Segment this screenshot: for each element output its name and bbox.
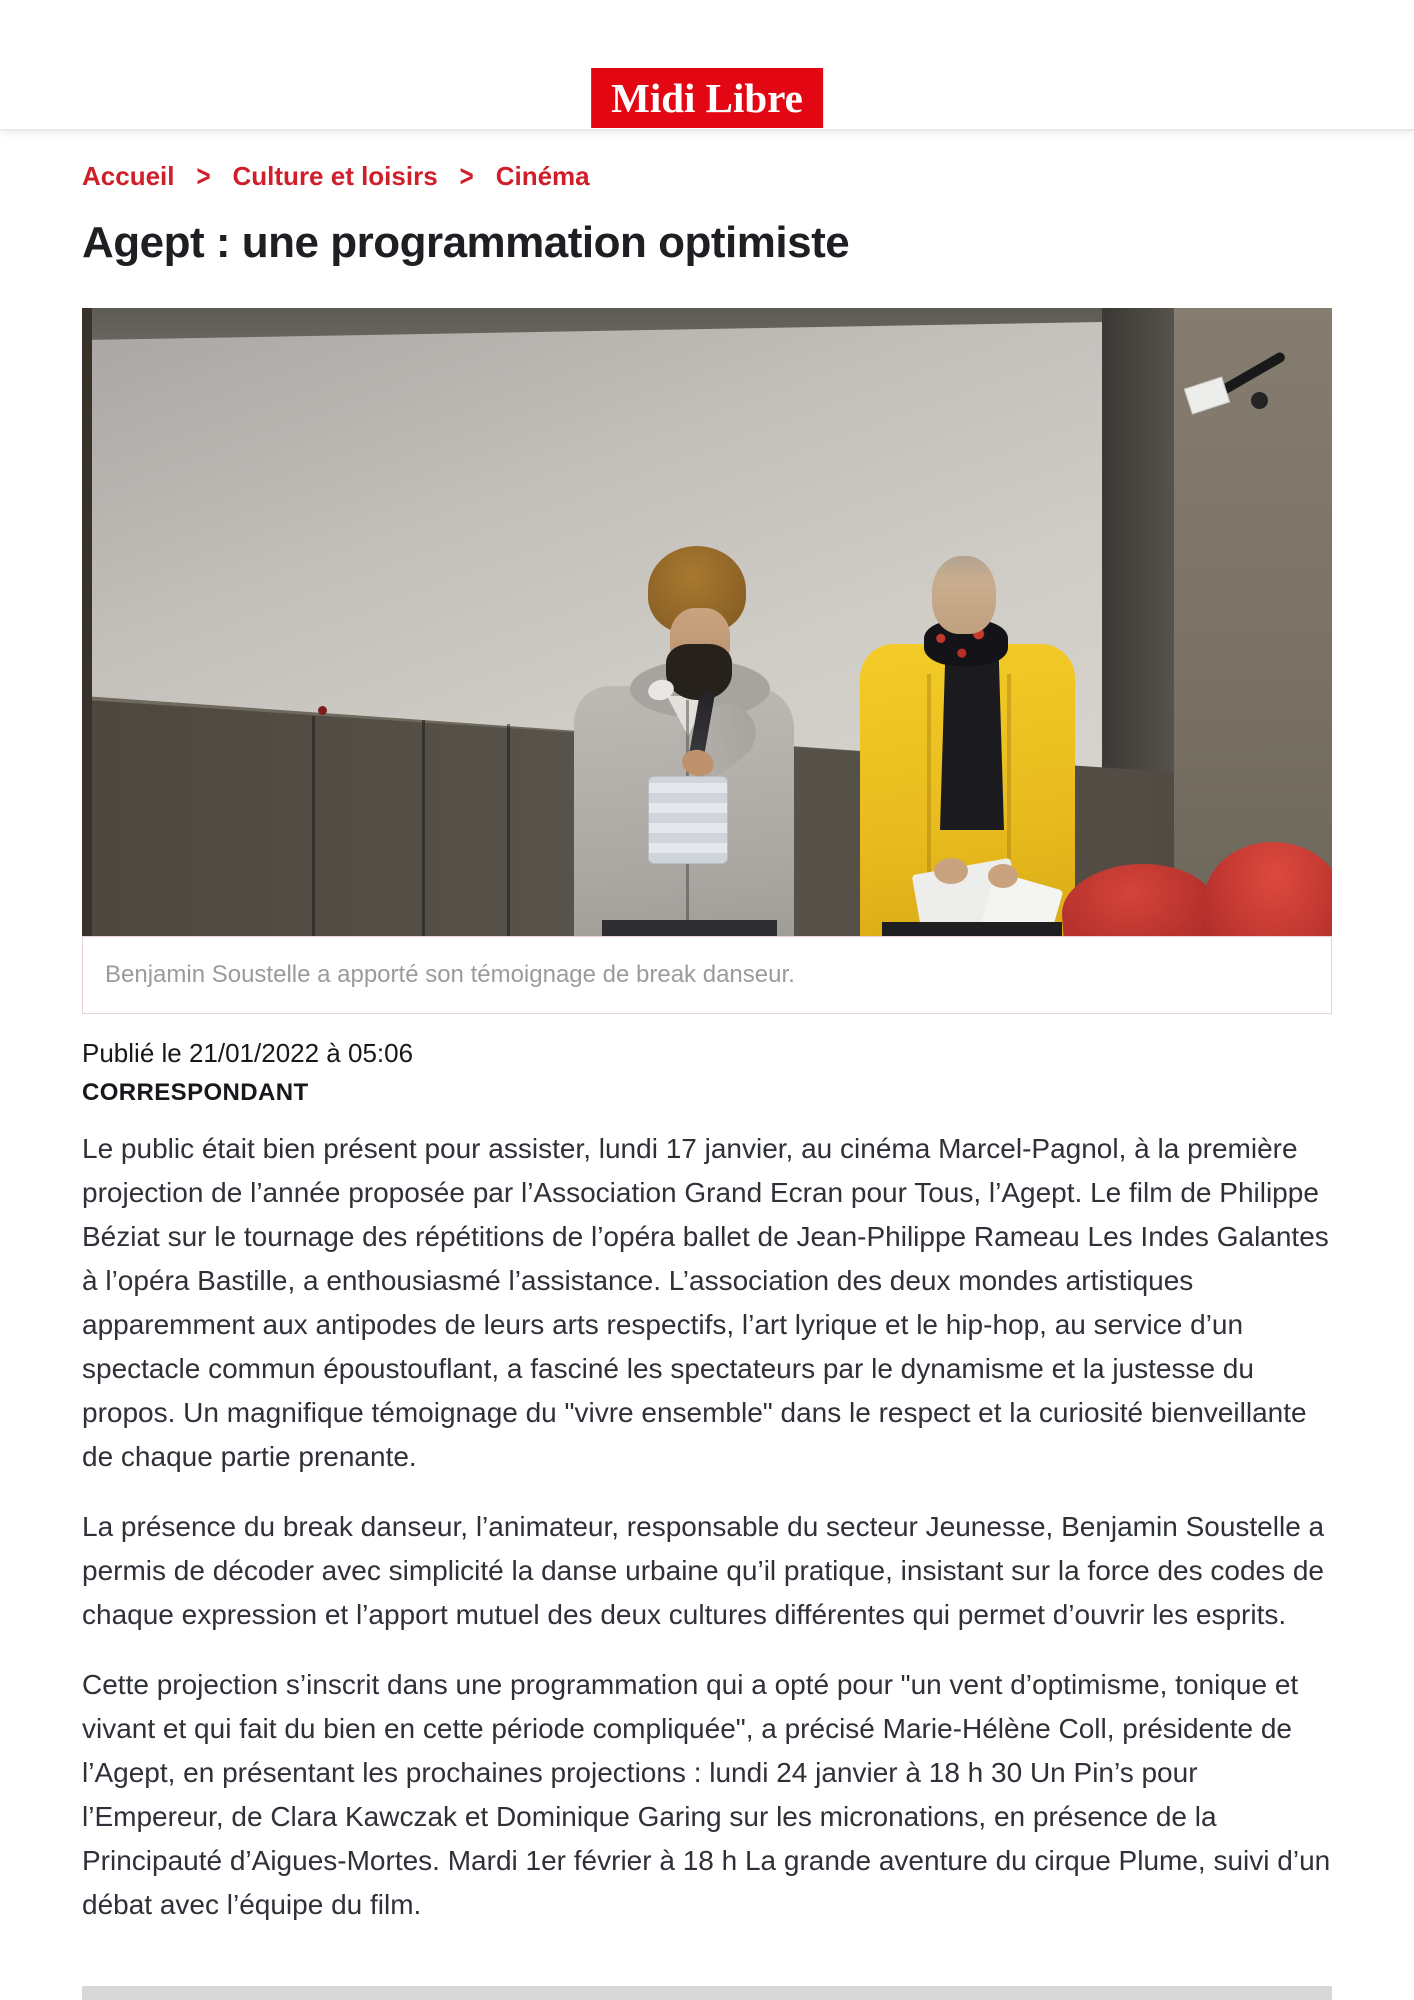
article-paragraph: Le public était bien présent pour assister, lundi 17 janvier, au cinéma Marcel-Pagnol, à la première projection de l’année proposée par l’Association Grand Ecran pour Tous, l’Agept. Le film de Philippe Béziat sur le tournage des répétitions de l’opéra ballet de Jean-Philippe Rameau Les Indes Galantes à l’opéra Bastille, a enthousiasmé l’assistance. L’association des deux mondes artistiques apparemment aux antipodes de leurs arts respectifs, l’art lyrique et le hip-hop, au service d’un spectacle commun époustouflant, a fasciné les spectateurs par le dynamisme et la justesse du propos. Un magnifique témoignage du "vivre ensemble" dans le respect et la curiosité bienveillante de chaque partie prenante. xyxy=(82,1133,1329,1472)
author-label: CORRESPONDANT xyxy=(82,1079,309,1106)
breadcrumb-link-accueil[interactable]: Accueil xyxy=(82,161,175,191)
article-body xyxy=(82,1127,1332,1927)
photo-panel-groove xyxy=(422,720,425,936)
footer-divider xyxy=(82,1986,1332,2000)
site-header xyxy=(0,0,1414,131)
page-title: Agept : une programmation optimiste xyxy=(82,218,850,267)
article-paragraph: La présence du break danseur, l’animateur, responsable du secteur Jeunesse, Benjamin Soustelle a permis de décoder avec simplicité la danse urbaine qu’il pratique, insistant sur la force des codes de chaque expression et l’apport mutuel des deux cultures différentes qui permet d’ouvrir les esprits. xyxy=(82,1511,1325,1630)
breadcrumb xyxy=(82,131,1332,192)
photo-dark-wall-strip xyxy=(1102,308,1174,786)
camera-body xyxy=(1184,376,1230,414)
article-figure xyxy=(82,308,1332,1014)
camera-bracket xyxy=(1219,351,1286,396)
camera-mount xyxy=(1251,392,1268,409)
breadcrumb-link-cinema[interactable]: Cinéma xyxy=(495,161,590,191)
article-paragraph: Cette projection s’inscrit dans une programmation qui a opté pour "un vent d’optimisme, tonique et vivant et qui fait du bien en cette période compliquée", a précisé Marie-Hélène Coll, présidente de l’Agept, en présentant les prochaines projections : lundi 24 janvier à 18 h 30 Un Pin’s pour l’Empereur, de Clara Kawczak et Dominique Garing sur les micronations, en présence de la Principauté d’Aigues-Mortes. Mardi 1er février à 18 h La grande aventure du cirque Plume, suivi d’un débat avec l’équipe du film. xyxy=(82,1669,1331,1920)
photo-panel-groove xyxy=(507,724,510,936)
man-left-beard xyxy=(666,644,732,700)
photo-red-indicator-light xyxy=(318,706,327,715)
man-right-hand xyxy=(934,858,968,884)
photo-left-edge xyxy=(82,308,92,936)
man-left-pants xyxy=(602,920,777,936)
chevron-right-icon: > xyxy=(196,159,211,193)
man-right-head xyxy=(932,556,996,634)
man-right-pants xyxy=(882,922,1062,936)
chevron-right-icon: > xyxy=(459,159,474,193)
photo-security-camera xyxy=(1187,358,1307,432)
publish-date: Publié le 21/01/2022 à 05:06 xyxy=(82,1038,414,1068)
man-right-hand xyxy=(988,864,1018,888)
photo-caption-box xyxy=(82,936,1332,1014)
content-column xyxy=(82,131,1332,1927)
site-logo[interactable]: Midi Libre xyxy=(591,68,823,128)
photo-caption: Benjamin Soustelle a apporté son témoignage de break danseur. xyxy=(105,961,795,988)
man-right-black-tshirt xyxy=(940,660,1004,830)
photo-panel-groove xyxy=(312,716,315,936)
article-photo xyxy=(82,308,1332,936)
breadcrumb-link-culture-et-loisirs[interactable]: Culture et loisirs xyxy=(232,161,438,191)
man-left-chest-graphic xyxy=(648,776,728,864)
